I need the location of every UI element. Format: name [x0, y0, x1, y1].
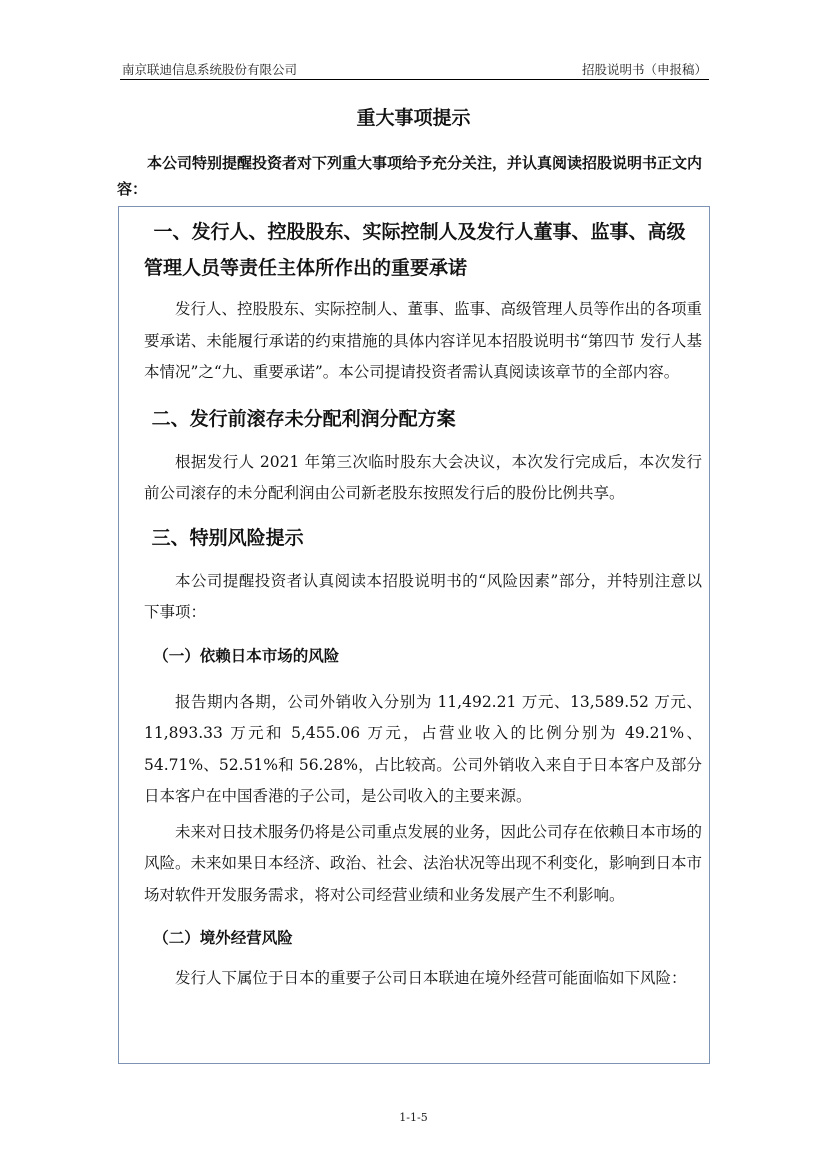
subsection-1-paragraph-2: 未来对日技术服务仍将是公司重点发展的业务，因此公司存在依赖日本市场的风险。未来如果日本经济、政治、社会、法治状况等出现不利变化，影响到日本市场对软件开发服务需求，将对公司经营业绩和业务发展产生不利影响。: [144, 822, 703, 904]
section-1-paragraph: 发行人、控股股东、实际控制人、董事、监事、高级管理人员等作出的各项重要承诺、未能履行承诺的约束措施的具体内容详见本招股说明书“第四节 发行人基本情况”之“九、重要承诺”。本公司提请投资者需认真阅读该章节的全部内容。: [144, 300, 703, 381]
page-title: 重大事项提示: [356, 107, 471, 129]
subsection-2-paragraph: 发行人下属位于日本的重要子公司日本联迪在境外经营可能面临如下风险：: [175, 969, 687, 987]
section-1-heading: 一、发行人、控股股东、实际控制人及发行人董事、监事、高级管理人员等责任主体所作出的重要承诺: [144, 221, 686, 279]
content-body: [144, 214, 702, 995]
page-number: 1-1-5: [399, 1111, 428, 1124]
subsection-1-heading: （一）依赖日本市场的风险: [153, 646, 340, 665]
intro-paragraph: 本公司特别提醒投资者对下列重大事项给予充分关注，并认真阅读招股说明书正文内容：: [117, 154, 703, 198]
page-header: [120, 58, 709, 78]
subsection-1-paragraph-1: 报告期内各期，公司外销收入分别为 11,492.21 万元、13,589.52 万元、11,893.33 万元和 5,455.06 万元，占营业收入的比例分别为 49.21%、54.71%、52.51%和 56.28%，占比较高。公司外销收入来自于日本客户及部分日本客户在中国香港的子公司，是公司收入的主要来源。: [144, 692, 702, 805]
section-2-heading: 二、发行前滚存未分配利润分配方案: [151, 407, 456, 430]
header-document-type: 招股说明书（申报稿）: [581, 62, 707, 77]
section-3-heading: 三、特别风险提示: [151, 526, 304, 549]
subsection-2-heading: （二）境外经营风险: [153, 929, 293, 947]
header-company-name: 南京联迪信息系统股份有限公司: [122, 62, 298, 77]
section-3-paragraph: 本公司提醒投资者认真阅读本招股说明书的“风险因素”部分，并特别注意以下事项：: [144, 571, 702, 621]
section-2-paragraph: 根据发行人 2021 年第三次临时股东大会决议，本次发行完成后，本次发行前公司滚存的未分配利润由公司新老股东按照发行后的股份比例共享。: [144, 452, 702, 502]
header-divider: [120, 79, 709, 80]
